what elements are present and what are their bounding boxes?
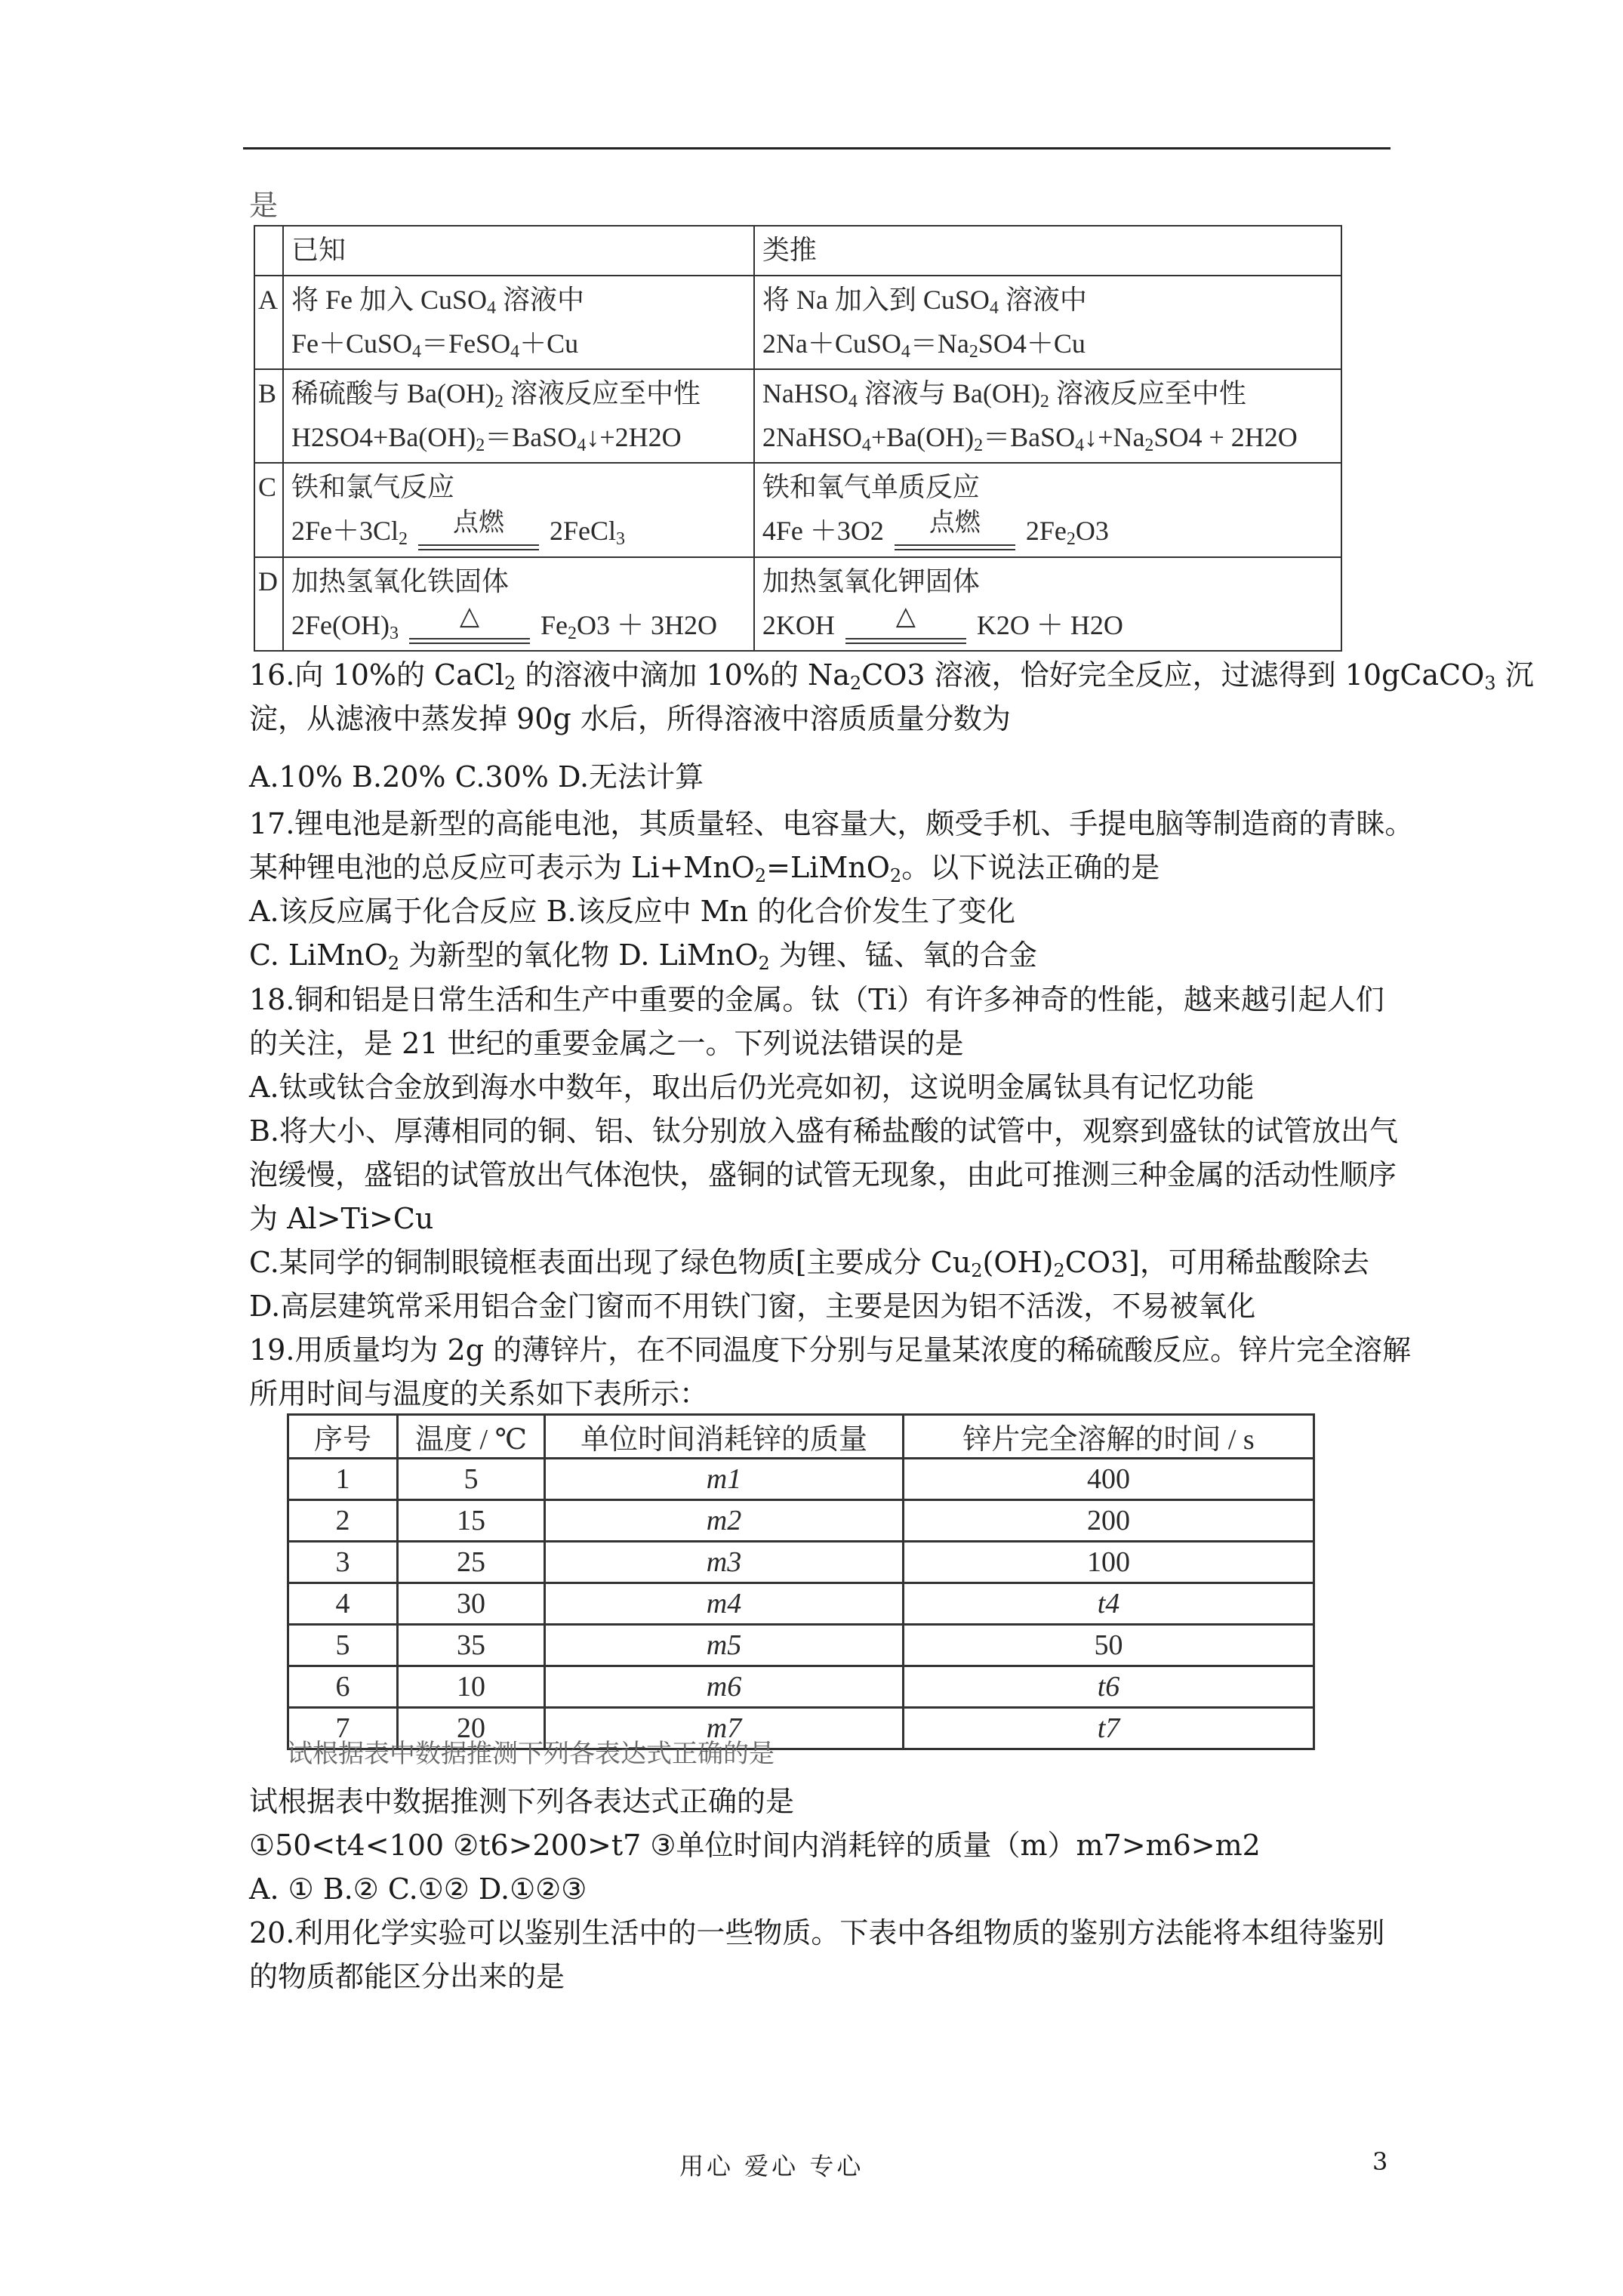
cell-time: t4 <box>904 1583 1314 1625</box>
q18-option-a: A.钛或钛合金放到海水中数年，取出后仍光亮如初，这说明金属钛具有记忆功能 <box>249 1071 1255 1104</box>
eq-right: $Fe_2O3 + 3H2O$ <box>540 609 717 643</box>
heat-symbol: △ <box>459 603 480 631</box>
cell-time: 100 <box>904 1542 1314 1583</box>
q17-options-cd: C. LiMnO$_2$ 为新型的氧化物 D. LiMnO$_2$ 为锂、锰、氧的合金 <box>249 938 1037 974</box>
q20-line1: 20.利用化学实验可以鉴别生活中的一些物质。下表中各组物质的鉴别方法能将本组待鉴别 <box>249 1916 1385 1949</box>
heat-symbol: △ <box>895 603 916 631</box>
header-cell: 序号 <box>288 1415 398 1459</box>
reaction-condition <box>845 603 966 647</box>
known-cell <box>283 463 754 557</box>
cell-mass: m1 <box>545 1459 904 1500</box>
q18-option-d: D.高层建筑常采用铝合金门窗而不用铁门窗，主要是因为铝不活泼，不易被氧化 <box>249 1290 1256 1323</box>
analog-cell <box>754 276 1341 369</box>
header-cell: 单位时间消耗锌的质量 <box>545 1415 904 1459</box>
cell-temperature: 15 <box>398 1500 545 1542</box>
known-equation: Fe＋CuSO$_4$＝FeSO$_4$＋Cu <box>291 328 579 362</box>
table-row <box>254 276 1341 369</box>
analog-equation <box>762 603 1333 648</box>
cell-mass: m3 <box>545 1542 904 1583</box>
known-cell <box>283 557 754 652</box>
row-label: A <box>254 276 283 369</box>
q16-line1: 16.向 10%的 CaCl$_2$ 的溶液中滴加 10%的 $Na_2CO3$ 溶液，恰好完全反应，过滤得到 10gCaCO$_3$ 沉 <box>249 658 1534 694</box>
page-number: 3 <box>1372 2147 1388 2176</box>
condition-label: 点燃 <box>453 508 505 537</box>
analog-equation: $2NaHSO_4+Ba(OH)_2=BaSO_4↓+Na_2SO4 + 2H2O$ <box>762 422 1298 455</box>
reaction-condition <box>895 508 1015 553</box>
analog-text: 加热氢氧化钾固体 <box>762 566 980 596</box>
header-cell-known: 已知 <box>283 226 754 276</box>
table-header-row <box>288 1415 1314 1459</box>
header-cell: 温度 / ℃ <box>398 1415 545 1459</box>
analog-text: NaHSO$_4$ 溶液与 $Ba(OH)_2$ 溶液反应至中性 <box>762 378 1246 411</box>
cell-index: 3 <box>288 1542 398 1583</box>
eq-left: $2Fe+3Cl_2$ <box>291 516 408 549</box>
known-equation <box>291 603 746 648</box>
cell-time: 200 <box>904 1500 1314 1542</box>
table-row <box>254 369 1341 463</box>
known-equation: $H2SO4+Ba(OH)_2=BaSO_4↓+2H2O$ <box>291 422 682 455</box>
cell-index: 1 <box>288 1459 398 1500</box>
q17-line1: 17.锂电池是新型的高能电池，其质量轻、电容量大，颇受手机、手提电脑等制造商的青睐。 <box>249 807 1414 840</box>
eq-left: 4Fe ＋3O2 <box>762 516 884 546</box>
q17-options-ab: A.该反应属于化合反应 B.该反应中 Mn 的化合价发生了变化 <box>249 895 1016 928</box>
analogy-table-header <box>254 226 1341 276</box>
known-equation <box>291 509 746 553</box>
eq-right: K2O ＋ H2O <box>976 609 1123 640</box>
analogy-table <box>254 225 1342 652</box>
analog-text: 将 Na 加入到 CuSO$_4$ 溶液中 <box>762 285 1087 318</box>
q18-option-c: C.某同学的铜制眼镜框表面出现了绿色物质[主要成分 $Cu_2(OH)_2CO3$]，可用稀盐酸除去 <box>249 1246 1370 1281</box>
header-cell-analog: 类推 <box>754 226 1341 276</box>
row-label: B <box>254 369 283 463</box>
q19-options: A. ① B.② C.①② D.①②③ <box>249 1872 587 1906</box>
q19-line2: 所用时间与温度的关系如下表所示： <box>249 1377 709 1410</box>
table-row <box>288 1542 1314 1583</box>
cell-index: 6 <box>288 1666 398 1708</box>
eq-left: $2Fe(OH)_3$ <box>291 609 399 643</box>
cell-mass: m5 <box>545 1625 904 1666</box>
known-text: 加热氢氧化铁固体 <box>291 566 510 596</box>
cell-time: 50 <box>904 1625 1314 1666</box>
q16-line2: 淀，从滤液中蒸发掉 90g 水后，所得溶液中溶质质量分数为 <box>249 702 1011 735</box>
row-label: C <box>254 463 283 557</box>
cell-mass: m4 <box>545 1583 904 1625</box>
cell-temperature: 20 <box>398 1708 545 1749</box>
eq-right: $2Fe_2O3$ <box>1025 516 1109 549</box>
cell-temperature: 5 <box>398 1459 545 1500</box>
cell-mass: m7 <box>545 1708 904 1749</box>
q18-option-b-line2: 泡缓慢，盛铝的试管放出气体泡快，盛铜的试管无现象，由此可推测三种金属的活动性顺序 <box>249 1158 1397 1191</box>
row-label: D <box>254 557 283 652</box>
clipped-text: 是 <box>249 189 279 222</box>
cell-temperature: 10 <box>398 1666 545 1708</box>
table-row <box>288 1459 1314 1500</box>
condition-label: 点燃 <box>929 508 981 537</box>
table-row <box>254 557 1341 652</box>
table-row <box>288 1666 1314 1708</box>
cell-index: 4 <box>288 1583 398 1625</box>
cell-time: t7 <box>904 1708 1314 1749</box>
cell-temperature: 35 <box>398 1625 545 1666</box>
analog-cell <box>754 557 1341 652</box>
analog-equation: $2Na+CuSO_4=Na_2SO4+Cu$ <box>762 328 1086 362</box>
table-row <box>288 1583 1314 1625</box>
q18-line2: 的关注，是 21 世纪的重要金属之一。下列说法错误的是 <box>249 1027 964 1060</box>
q19-statements: ①50<t4<100 ②t6>200>t7 ③单位时间内消耗锌的质量（m）m7>m6>m2 <box>249 1829 1261 1862</box>
q18-line1: 18.铜和铝是日常生活和生产中重要的金属。钛（Ti）有许多神奇的性能，越来越引起人们 <box>249 983 1384 1016</box>
cell-mass: m6 <box>545 1666 904 1708</box>
header-cell: 锌片完全溶解的时间 / s <box>904 1415 1314 1459</box>
table-row <box>288 1500 1314 1542</box>
known-text: 稀硫酸与 $Ba(OH)_2$ 溶液反应至中性 <box>291 378 701 411</box>
q20-line2: 的物质都能区分出来的是 <box>249 1960 565 1993</box>
cell-index: 2 <box>288 1500 398 1542</box>
eq-left: 2KOH <box>762 609 835 640</box>
cell-mass: m2 <box>545 1500 904 1542</box>
cell-index: 7 <box>288 1708 398 1749</box>
header-cell-label <box>254 226 283 276</box>
q19-line1: 19.用质量均为 2g 的薄锌片，在不同温度下分别与足量某浓度的稀硫酸反应。锌片完全溶解 <box>249 1333 1412 1367</box>
table-row <box>254 463 1341 557</box>
reaction-condition <box>409 603 530 647</box>
zinc-data-table <box>287 1413 1315 1750</box>
header-rule <box>243 147 1390 149</box>
table-row <box>288 1625 1314 1666</box>
cell-temperature: 25 <box>398 1542 545 1583</box>
analog-cell <box>754 369 1341 463</box>
q18-option-b-line1: B.将大小、厚薄相同的铜、铝、钛分别放入盛有稀盐酸的试管中，观察到盛钛的试管放出气 <box>249 1114 1399 1148</box>
eq-right: 2FeCl$_3$ <box>550 516 626 549</box>
analog-cell <box>754 463 1341 557</box>
known-cell <box>283 276 754 369</box>
q16-options: A.10% B.20% C.30% D.无法计算 <box>249 760 704 794</box>
cell-index: 5 <box>288 1625 398 1666</box>
known-text: 铁和氯气反应 <box>291 472 455 502</box>
q19-ask: 试根据表中数据推测下列各表达式正确的是 <box>249 1785 795 1818</box>
clipped-scan-text <box>287 1739 891 1769</box>
reaction-condition <box>418 508 539 553</box>
cell-time: t6 <box>904 1666 1314 1708</box>
analog-text: 铁和氧气单质反应 <box>762 472 980 502</box>
q18-option-b-line3: 为 Al>Ti>Cu <box>249 1202 434 1235</box>
page-footer: 用心 爱心 专心 <box>679 2152 864 2180</box>
known-cell <box>283 369 754 463</box>
known-text: 将 Fe 加入 CuSO$_4$ 溶液中 <box>291 285 585 318</box>
cell-temperature: 30 <box>398 1583 545 1625</box>
q17-line2: 某种锂电池的总反应可表示为 Li+MnO$_2$=LiMnO$_2$。以下说法正确的是 <box>249 851 1160 886</box>
clipped-scan-line: 试根据表中数据推测下列各表达式正确的是 <box>287 1739 775 1769</box>
cell-time: 400 <box>904 1459 1314 1500</box>
analog-equation <box>762 509 1333 553</box>
